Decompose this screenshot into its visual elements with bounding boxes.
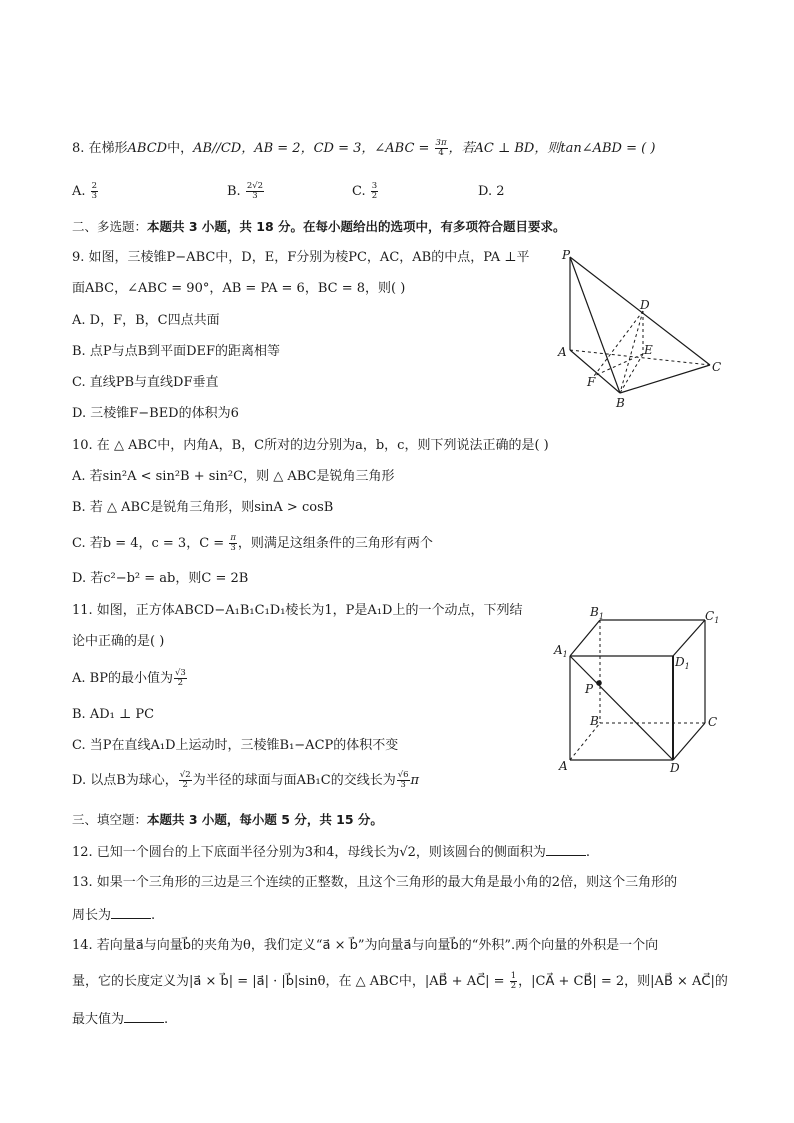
q12-answer-blank — [546, 841, 586, 856]
label-p: P — [585, 682, 594, 696]
label-b: B — [616, 396, 625, 410]
label-b1: $B_1$ — [590, 605, 604, 621]
q8-option-a: A. $\frac{2}{3}$ — [72, 181, 98, 201]
q9-option-c: C. 直线PB与直线DF垂直 — [72, 375, 219, 390]
label-b: B — [590, 714, 599, 728]
segment-ef — [594, 354, 643, 376]
edge-ab — [570, 723, 600, 760]
label-c1: $C_1$ — [705, 609, 720, 625]
q10-option-b: B. 若 △ ABC是锐角三角形，则sinA > cosB — [72, 500, 334, 515]
q13-stem-line1: 13. 如果一个三角形的三边是三个连续的正整数，且这个三角形的最大角是最小角的2倍，则这个三角形的 — [72, 875, 678, 890]
q8-option-d: D. 2 — [478, 184, 505, 199]
label-a: A — [559, 759, 568, 773]
q12-stem: 12. 已知一个圆台的上下底面半径分别为3和4，母线长为√2，则该圆台的侧面积为 . — [72, 841, 590, 863]
q9-option-d: D. 三棱锥F−BED的体积为6 — [72, 406, 239, 421]
q14-stem-line2: 量，它的长度定义为|a⃗ × b⃗| = |a⃗| · |b⃗|sinθ，在 △ ABC中，|AB⃗ + AC⃗| = $\frac{1}{2}$ ，|CA⃗ + CB⃗| = 2，则|AB⃗ × AC⃗|的 — [72, 971, 728, 991]
q10-option-a: A. 若sin²A < sin²B + sin²C，则 △ ABC是锐角三角形 — [72, 469, 395, 484]
q11-stem-line1: 11. 如图，正方体ABCD−A₁B₁C₁D₁棱长为1，P是A₁D上的一个动点，下列结 — [72, 603, 523, 618]
q14-stem-line3: 最大值为 . — [72, 1008, 168, 1030]
label-d: D — [670, 761, 680, 775]
edge-d1c1 — [673, 620, 705, 656]
q9-stem-line2: 面ABC，∠ABC = 90°，AB = PA = 6，BC = 8，则( ) — [72, 281, 406, 296]
label-d1: $D_1$ — [675, 655, 690, 671]
q10-stem: 10. 在 △ ABC中，内角A，B，C所对的边分别为a，b，c，则下列说法正确的是( ) — [72, 438, 549, 453]
q8-stem: 8. 在梯形ABCD中，AB//CD，AB = 2，CD = 3，∠ABC = $\frac{3\pi}{4}$ ，若AC ⊥ BD，则tan∠ABD = ( ) — [72, 138, 656, 158]
edge-ac — [570, 350, 710, 365]
q8-option-b: B. $\frac{2√2}{3}$ — [227, 181, 264, 201]
q10-option-d: D. 若c²−b² = ab，则C = 2B — [72, 571, 249, 586]
diagonal-a1d — [570, 656, 673, 760]
q10-option-c: C. 若b = 4，c = 3，C = $\frac{\pi}{3}$ ，则满足这组条件的三角形有两个 — [72, 533, 433, 553]
q11-cube-figure — [550, 598, 730, 778]
q11-option-a: A. BP的最小值为 $\frac{√3}{2}$ — [72, 668, 186, 688]
q11-option-c: C. 当P在直线A₁D上运动时，三棱锥B₁−ACP的体积不变 — [72, 738, 399, 753]
edge-pb — [570, 257, 620, 393]
section-3-header: 三、填空题：本题共 3 小题，每小题 5 分，共 15 分。 — [72, 812, 383, 827]
q14-answer-blank — [124, 1008, 164, 1023]
q9-pyramid-figure — [550, 245, 730, 413]
label-c: C — [708, 715, 718, 729]
q8-angle-fraction: $\frac{3\pi}{4}$ — [435, 138, 447, 158]
q11-stem-line2: 论中正确的是( ) — [72, 634, 165, 649]
label-a1: $A_1$ — [554, 643, 568, 659]
edge-dc — [673, 723, 705, 760]
q14-stem-line1: 14. 若向量a⃗与向量b⃗的夹角为θ，我们定义“a⃗ × b⃗”为向量a⃗与向量b⃗的“外积”.两个向量的外积是一个向 — [72, 938, 659, 953]
q11-option-b: B. AD₁ ⊥ PC — [72, 707, 155, 722]
q11-option-d: D. 以点B为球心， $\frac{√2}{2}$ 为半径的球面与面AB₁C的交线长为 $\frac{√6}{3}$ π — [72, 770, 420, 790]
q9-option-a: A. D，F，B，C四点共面 — [72, 313, 220, 328]
label-d: D — [640, 298, 650, 312]
label-f: F — [587, 375, 596, 389]
q9-option-b: B. 点P与点B到平面DEF的距离相等 — [72, 344, 281, 359]
q8-option-c: C. $\frac{3}{2}$ — [352, 181, 378, 201]
edge-a1b1 — [570, 620, 600, 656]
segment-db — [620, 311, 643, 393]
label-a: A — [558, 345, 567, 359]
q13-stem-line2: 周长为 . — [72, 904, 155, 926]
section-2-header: 二、多选题：本题共 3 小题，共 18 分。在每小题给出的选项中，有多项符合题目要求。 — [72, 219, 566, 234]
q9-stem-line1: 9. 如图，三棱锥P−ABC中，D，E，F分别为棱PC，AC，AB的中点，PA ⊥平 — [72, 250, 530, 265]
label-p: P — [562, 248, 571, 262]
label-c: C — [712, 360, 722, 374]
q13-answer-blank — [111, 904, 151, 919]
edge-bc — [620, 365, 710, 393]
label-e: E — [644, 343, 653, 357]
point-p — [596, 680, 602, 686]
